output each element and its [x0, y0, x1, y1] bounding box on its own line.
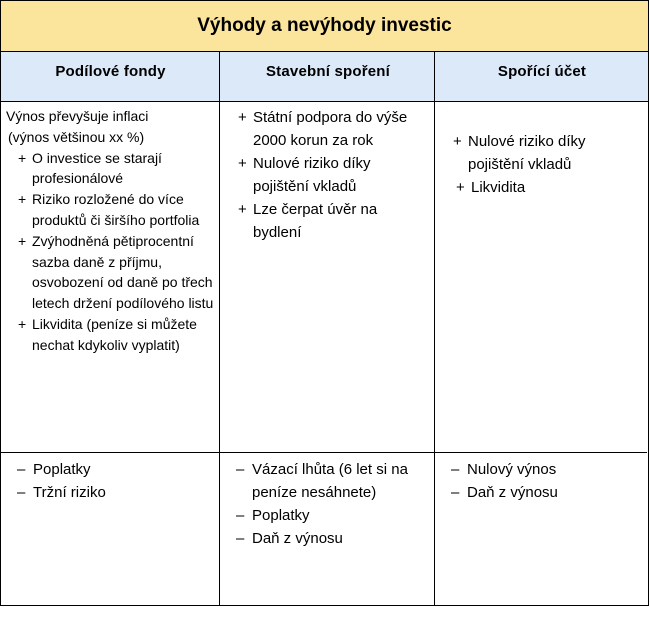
cell-podilove-fondy-cons	[17, 458, 215, 504]
column-header-podilove-fondy: Podílové fondy	[55, 63, 166, 80]
cell-stavebni-sporeni-cons	[236, 458, 432, 550]
cell-sporici-ucet-cons	[451, 458, 645, 504]
column-header-stavebni-sporeni: Stavební spoření	[265, 63, 391, 80]
list-item: + Likvidita	[456, 179, 526, 196]
column-header-sporici-ucet: Spořící účet	[497, 63, 587, 80]
cell-sporici-ucet-pros	[453, 130, 643, 199]
list-item: – Tržní riziko	[17, 484, 106, 501]
intro-line: (výnos většinou xx %)	[8, 128, 145, 145]
intro-line: Výnos převyšuje inflaci	[6, 108, 149, 124]
cell-podilove-fondy-pros	[6, 106, 216, 356]
list-item: – Daň z výnosu	[236, 530, 343, 547]
list-item: + Státní podpora do výše 2000 korun za rok	[238, 109, 408, 149]
table-title: Výhody a nevýhody investic	[1, 1, 648, 52]
column-divider	[434, 51, 435, 605]
cell-stavebni-sporeni-pros	[238, 106, 430, 244]
list-item: + O investice se starají profesionálové	[18, 149, 162, 187]
list-item: + Nulové riziko díky pojištění vkladů	[238, 155, 371, 195]
list-item: – Daň z výnosu	[451, 484, 558, 501]
list-item: + Zvýhodněná pětiprocentní sazba daně z příjmu, osvobození od daně po třech letech držení podílového listu	[18, 232, 214, 312]
list-item: + Lze čerpat úvěr na bydlení	[238, 201, 378, 241]
list-item: + Likvidita (peníze si můžete nechat kdykoliv vyplatit)	[18, 315, 197, 353]
list-item: – Poplatky	[236, 507, 310, 524]
list-item: – Nulový výnos	[451, 461, 557, 478]
column-divider	[219, 51, 220, 605]
list-item: – Vázací lhůta (6 let si na peníze nesáhnete)	[236, 461, 408, 501]
list-item: + Riziko rozložené do více produktů či širšího portfolia	[18, 191, 200, 228]
row-divider	[0, 452, 647, 453]
list-item: – Poplatky	[17, 461, 91, 478]
header-row	[1, 52, 648, 102]
list-item: + Nulové riziko díky pojištění vkladů	[453, 133, 586, 173]
